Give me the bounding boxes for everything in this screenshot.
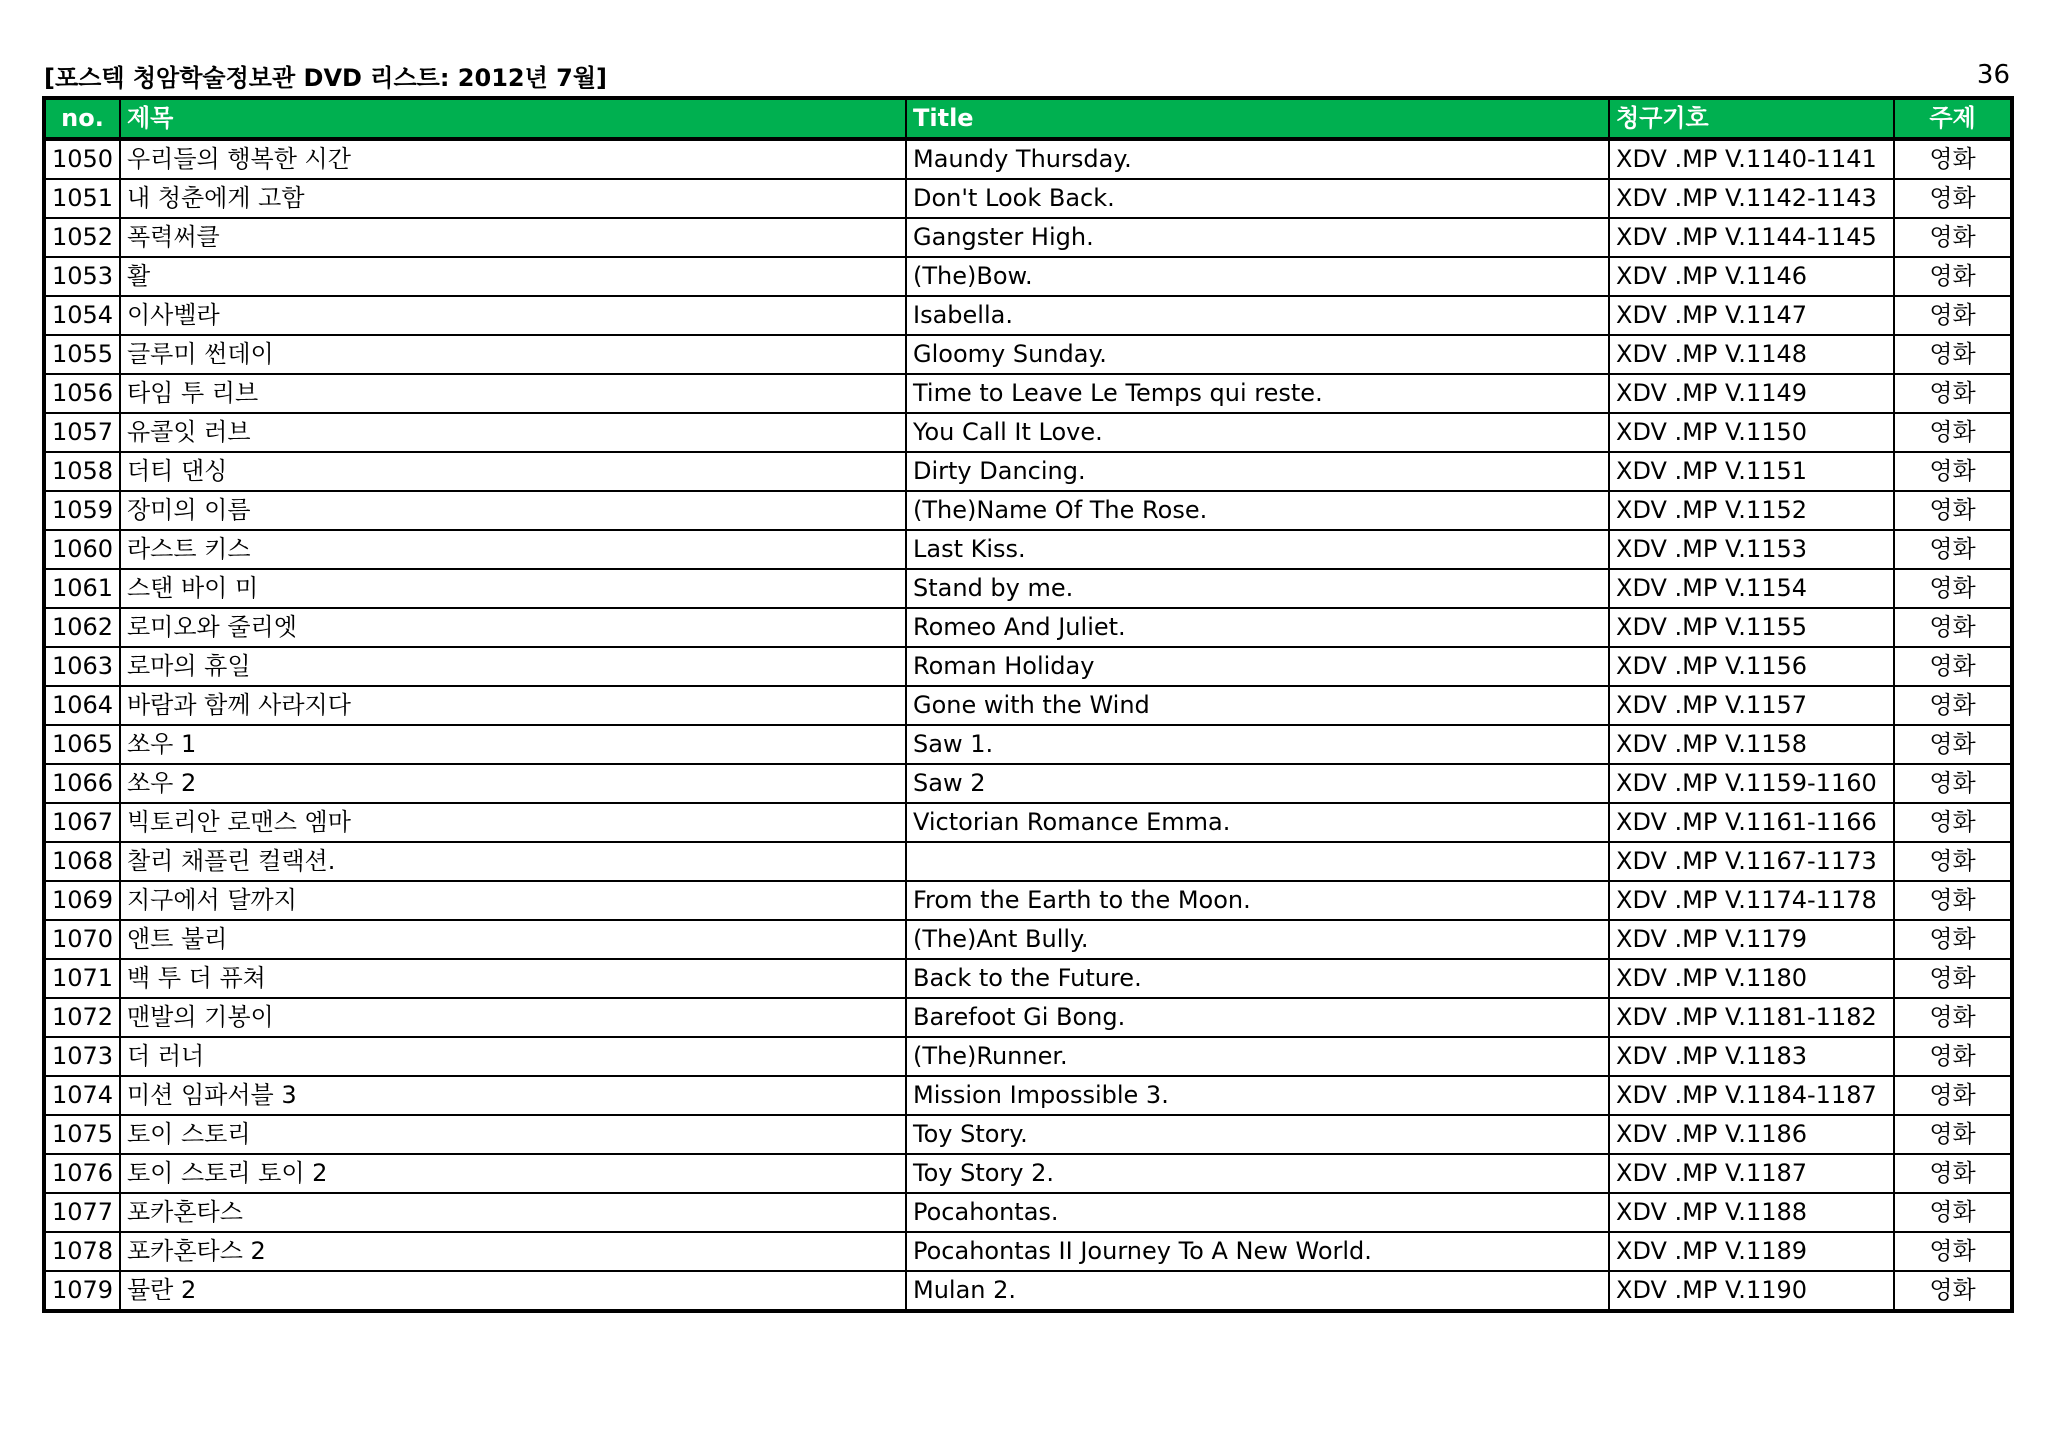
cell-korean-title: 토이 스토리 <box>120 1115 906 1154</box>
table-row <box>44 881 2012 920</box>
cell-title: Time to Leave Le Temps qui reste. <box>906 374 1609 413</box>
table-row <box>44 803 2012 842</box>
cell-call-number: XDV .MP V.1181-1182 <box>1609 998 1894 1037</box>
column-header-title: Title <box>906 98 1609 139</box>
cell-no: 1079 <box>44 1271 120 1311</box>
cell-no: 1065 <box>44 725 120 764</box>
table-header-row <box>44 98 2012 139</box>
cell-title: From the Earth to the Moon. <box>906 881 1609 920</box>
cell-subject: 영화 <box>1894 335 2012 374</box>
table-row <box>44 1271 2012 1311</box>
cell-title: Pocahontas II Journey To A New World. <box>906 1232 1609 1271</box>
table-row <box>44 452 2012 491</box>
cell-korean-title: 로미오와 줄리엣 <box>120 608 906 647</box>
cell-call-number: XDV .MP V.1142-1143 <box>1609 179 1894 218</box>
cell-no: 1056 <box>44 374 120 413</box>
cell-subject: 영화 <box>1894 686 2012 725</box>
cell-no: 1063 <box>44 647 120 686</box>
cell-subject: 영화 <box>1894 608 2012 647</box>
table-row <box>44 1037 2012 1076</box>
table-row <box>44 491 2012 530</box>
cell-korean-title: 포카혼타스 <box>120 1193 906 1232</box>
cell-call-number: XDV .MP V.1167-1173 <box>1609 842 1894 881</box>
cell-no: 1061 <box>44 569 120 608</box>
cell-no: 1055 <box>44 335 120 374</box>
table-row <box>44 257 2012 296</box>
cell-no: 1064 <box>44 686 120 725</box>
cell-subject: 영화 <box>1894 803 2012 842</box>
dvd-list-table <box>42 96 2014 1313</box>
cell-korean-title: 로마의 휴일 <box>120 647 906 686</box>
cell-korean-title: 활 <box>120 257 906 296</box>
cell-korean-title: 쏘우 2 <box>120 764 906 803</box>
table-row <box>44 686 2012 725</box>
cell-title: Mission Impossible 3. <box>906 1076 1609 1115</box>
cell-korean-title: 더 러너 <box>120 1037 906 1076</box>
table-row <box>44 764 2012 803</box>
cell-subject: 영화 <box>1894 1154 2012 1193</box>
cell-no: 1050 <box>44 139 120 179</box>
cell-title <box>906 842 1609 881</box>
cell-call-number: XDV .MP V.1153 <box>1609 530 1894 569</box>
cell-subject: 영화 <box>1894 218 2012 257</box>
cell-subject: 영화 <box>1894 647 2012 686</box>
cell-no: 1059 <box>44 491 120 530</box>
cell-subject: 영화 <box>1894 998 2012 1037</box>
cell-subject: 영화 <box>1894 179 2012 218</box>
cell-no: 1054 <box>44 296 120 335</box>
cell-title: Gangster High. <box>906 218 1609 257</box>
cell-call-number: XDV .MP V.1149 <box>1609 374 1894 413</box>
cell-title: Roman Holiday <box>906 647 1609 686</box>
cell-call-number: XDV .MP V.1159-1160 <box>1609 764 1894 803</box>
cell-subject: 영화 <box>1894 842 2012 881</box>
cell-call-number: XDV .MP V.1144-1145 <box>1609 218 1894 257</box>
cell-subject: 영화 <box>1894 881 2012 920</box>
table-row <box>44 1154 2012 1193</box>
cell-korean-title: 빅토리안 로맨스 엠마 <box>120 803 906 842</box>
cell-korean-title: 포카혼타스 2 <box>120 1232 906 1271</box>
cell-title: Back to the Future. <box>906 959 1609 998</box>
cell-subject: 영화 <box>1894 1115 2012 1154</box>
cell-title: (The)Bow. <box>906 257 1609 296</box>
cell-title: (The)Ant Bully. <box>906 920 1609 959</box>
table-row <box>44 413 2012 452</box>
cell-title: Saw 1. <box>906 725 1609 764</box>
cell-korean-title: 맨발의 기봉이 <box>120 998 906 1037</box>
cell-no: 1052 <box>44 218 120 257</box>
table-row <box>44 842 2012 881</box>
cell-title: Dirty Dancing. <box>906 452 1609 491</box>
cell-call-number: XDV .MP V.1151 <box>1609 452 1894 491</box>
cell-subject: 영화 <box>1894 139 2012 179</box>
cell-title: Mulan 2. <box>906 1271 1609 1311</box>
cell-title: Victorian Romance Emma. <box>906 803 1609 842</box>
cell-no: 1058 <box>44 452 120 491</box>
cell-no: 1053 <box>44 257 120 296</box>
cell-call-number: XDV .MP V.1147 <box>1609 296 1894 335</box>
cell-call-number: XDV .MP V.1187 <box>1609 1154 1894 1193</box>
table-row <box>44 1076 2012 1115</box>
cell-call-number: XDV .MP V.1186 <box>1609 1115 1894 1154</box>
cell-no: 1078 <box>44 1232 120 1271</box>
cell-subject: 영화 <box>1894 764 2012 803</box>
cell-korean-title: 이사벨라 <box>120 296 906 335</box>
cell-korean-title: 지구에서 달까지 <box>120 881 906 920</box>
cell-korean-title: 뮬란 2 <box>120 1271 906 1311</box>
cell-subject: 영화 <box>1894 1193 2012 1232</box>
cell-subject: 영화 <box>1894 491 2012 530</box>
cell-title: Gloomy Sunday. <box>906 335 1609 374</box>
column-header-korean-title: 제목 <box>120 98 906 139</box>
cell-title: (The)Name Of The Rose. <box>906 491 1609 530</box>
cell-subject: 영화 <box>1894 725 2012 764</box>
cell-no: 1067 <box>44 803 120 842</box>
table-row <box>44 1232 2012 1271</box>
cell-call-number: XDV .MP V.1184-1187 <box>1609 1076 1894 1115</box>
table-row <box>44 920 2012 959</box>
cell-korean-title: 더티 댄싱 <box>120 452 906 491</box>
cell-call-number: XDV .MP V.1150 <box>1609 413 1894 452</box>
cell-title: Pocahontas. <box>906 1193 1609 1232</box>
cell-subject: 영화 <box>1894 1037 2012 1076</box>
cell-call-number: XDV .MP V.1158 <box>1609 725 1894 764</box>
cell-no: 1057 <box>44 413 120 452</box>
cell-subject: 영화 <box>1894 296 2012 335</box>
cell-title: You Call It Love. <box>906 413 1609 452</box>
cell-subject: 영화 <box>1894 413 2012 452</box>
cell-korean-title: 토이 스토리 토이 2 <box>120 1154 906 1193</box>
cell-korean-title: 타임 투 리브 <box>120 374 906 413</box>
table-row <box>44 1115 2012 1154</box>
cell-call-number: XDV .MP V.1156 <box>1609 647 1894 686</box>
cell-no: 1060 <box>44 530 120 569</box>
cell-no: 1069 <box>44 881 120 920</box>
cell-korean-title: 미션 임파서블 3 <box>120 1076 906 1115</box>
table-row <box>44 179 2012 218</box>
cell-no: 1074 <box>44 1076 120 1115</box>
cell-korean-title: 쏘우 1 <box>120 725 906 764</box>
table-row <box>44 725 2012 764</box>
cell-korean-title: 라스트 키스 <box>120 530 906 569</box>
cell-korean-title: 바람과 함께 사라지다 <box>120 686 906 725</box>
cell-title: Gone with the Wind <box>906 686 1609 725</box>
cell-subject: 영화 <box>1894 374 2012 413</box>
cell-call-number: XDV .MP V.1146 <box>1609 257 1894 296</box>
cell-call-number: XDV .MP V.1155 <box>1609 608 1894 647</box>
cell-no: 1062 <box>44 608 120 647</box>
cell-korean-title: 장미의 이름 <box>120 491 906 530</box>
cell-call-number: XDV .MP V.1189 <box>1609 1232 1894 1271</box>
cell-subject: 영화 <box>1894 530 2012 569</box>
cell-subject: 영화 <box>1894 1076 2012 1115</box>
cell-no: 1051 <box>44 179 120 218</box>
table-row <box>44 530 2012 569</box>
cell-no: 1070 <box>44 920 120 959</box>
cell-korean-title: 스탠 바이 미 <box>120 569 906 608</box>
table-row <box>44 608 2012 647</box>
cell-title: Toy Story 2. <box>906 1154 1609 1193</box>
page-number: 36 <box>1976 60 2010 90</box>
cell-subject: 영화 <box>1894 1232 2012 1271</box>
cell-korean-title: 글루미 썬데이 <box>120 335 906 374</box>
table-body <box>44 139 2012 1311</box>
column-header-call-number: 청구기호 <box>1609 98 1894 139</box>
cell-call-number: XDV .MP V.1152 <box>1609 491 1894 530</box>
cell-call-number: XDV .MP V.1179 <box>1609 920 1894 959</box>
cell-korean-title: 폭력써클 <box>120 218 906 257</box>
cell-no: 1077 <box>44 1193 120 1232</box>
cell-title: Maundy Thursday. <box>906 139 1609 179</box>
cell-no: 1072 <box>44 998 120 1037</box>
cell-subject: 영화 <box>1894 1271 2012 1311</box>
cell-call-number: XDV .MP V.1190 <box>1609 1271 1894 1311</box>
cell-call-number: XDV .MP V.1148 <box>1609 335 1894 374</box>
cell-korean-title: 유콜잇 러브 <box>120 413 906 452</box>
cell-korean-title: 우리들의 행복한 시간 <box>120 139 906 179</box>
cell-subject: 영화 <box>1894 569 2012 608</box>
cell-call-number: XDV .MP V.1161-1166 <box>1609 803 1894 842</box>
cell-subject: 영화 <box>1894 452 2012 491</box>
cell-korean-title: 내 청춘에게 고함 <box>120 179 906 218</box>
table-row <box>44 374 2012 413</box>
cell-no: 1075 <box>44 1115 120 1154</box>
table-row <box>44 569 2012 608</box>
cell-subject: 영화 <box>1894 959 2012 998</box>
column-header-no: no. <box>44 98 120 139</box>
cell-subject: 영화 <box>1894 257 2012 296</box>
document-title: [포스텍 청암학술정보관 DVD 리스트: 2012년 7월] <box>44 64 607 92</box>
cell-korean-title: 앤트 불리 <box>120 920 906 959</box>
table-row <box>44 647 2012 686</box>
cell-call-number: XDV .MP V.1157 <box>1609 686 1894 725</box>
cell-call-number: XDV .MP V.1140-1141 <box>1609 139 1894 179</box>
table-row <box>44 1193 2012 1232</box>
cell-korean-title: 백 투 더 퓨쳐 <box>120 959 906 998</box>
table-row <box>44 296 2012 335</box>
cell-title: Stand by me. <box>906 569 1609 608</box>
cell-title: Don't Look Back. <box>906 179 1609 218</box>
table-row <box>44 335 2012 374</box>
cell-no: 1076 <box>44 1154 120 1193</box>
table-row <box>44 218 2012 257</box>
cell-title: Saw 2 <box>906 764 1609 803</box>
cell-call-number: XDV .MP V.1188 <box>1609 1193 1894 1232</box>
cell-subject: 영화 <box>1894 920 2012 959</box>
cell-title: Last Kiss. <box>906 530 1609 569</box>
table-row <box>44 959 2012 998</box>
table-row <box>44 139 2012 179</box>
cell-no: 1071 <box>44 959 120 998</box>
cell-call-number: XDV .MP V.1174-1178 <box>1609 881 1894 920</box>
cell-title: Isabella. <box>906 296 1609 335</box>
cell-no: 1073 <box>44 1037 120 1076</box>
cell-call-number: XDV .MP V.1154 <box>1609 569 1894 608</box>
cell-title: (The)Runner. <box>906 1037 1609 1076</box>
cell-call-number: XDV .MP V.1183 <box>1609 1037 1894 1076</box>
cell-korean-title: 찰리 채플린 컬랙션. <box>120 842 906 881</box>
cell-title: Toy Story. <box>906 1115 1609 1154</box>
table-row <box>44 998 2012 1037</box>
cell-title: Romeo And Juliet. <box>906 608 1609 647</box>
cell-call-number: XDV .MP V.1180 <box>1609 959 1894 998</box>
cell-title: Barefoot Gi Bong. <box>906 998 1609 1037</box>
cell-no: 1068 <box>44 842 120 881</box>
column-header-subject: 주제 <box>1894 98 2012 139</box>
cell-no: 1066 <box>44 764 120 803</box>
